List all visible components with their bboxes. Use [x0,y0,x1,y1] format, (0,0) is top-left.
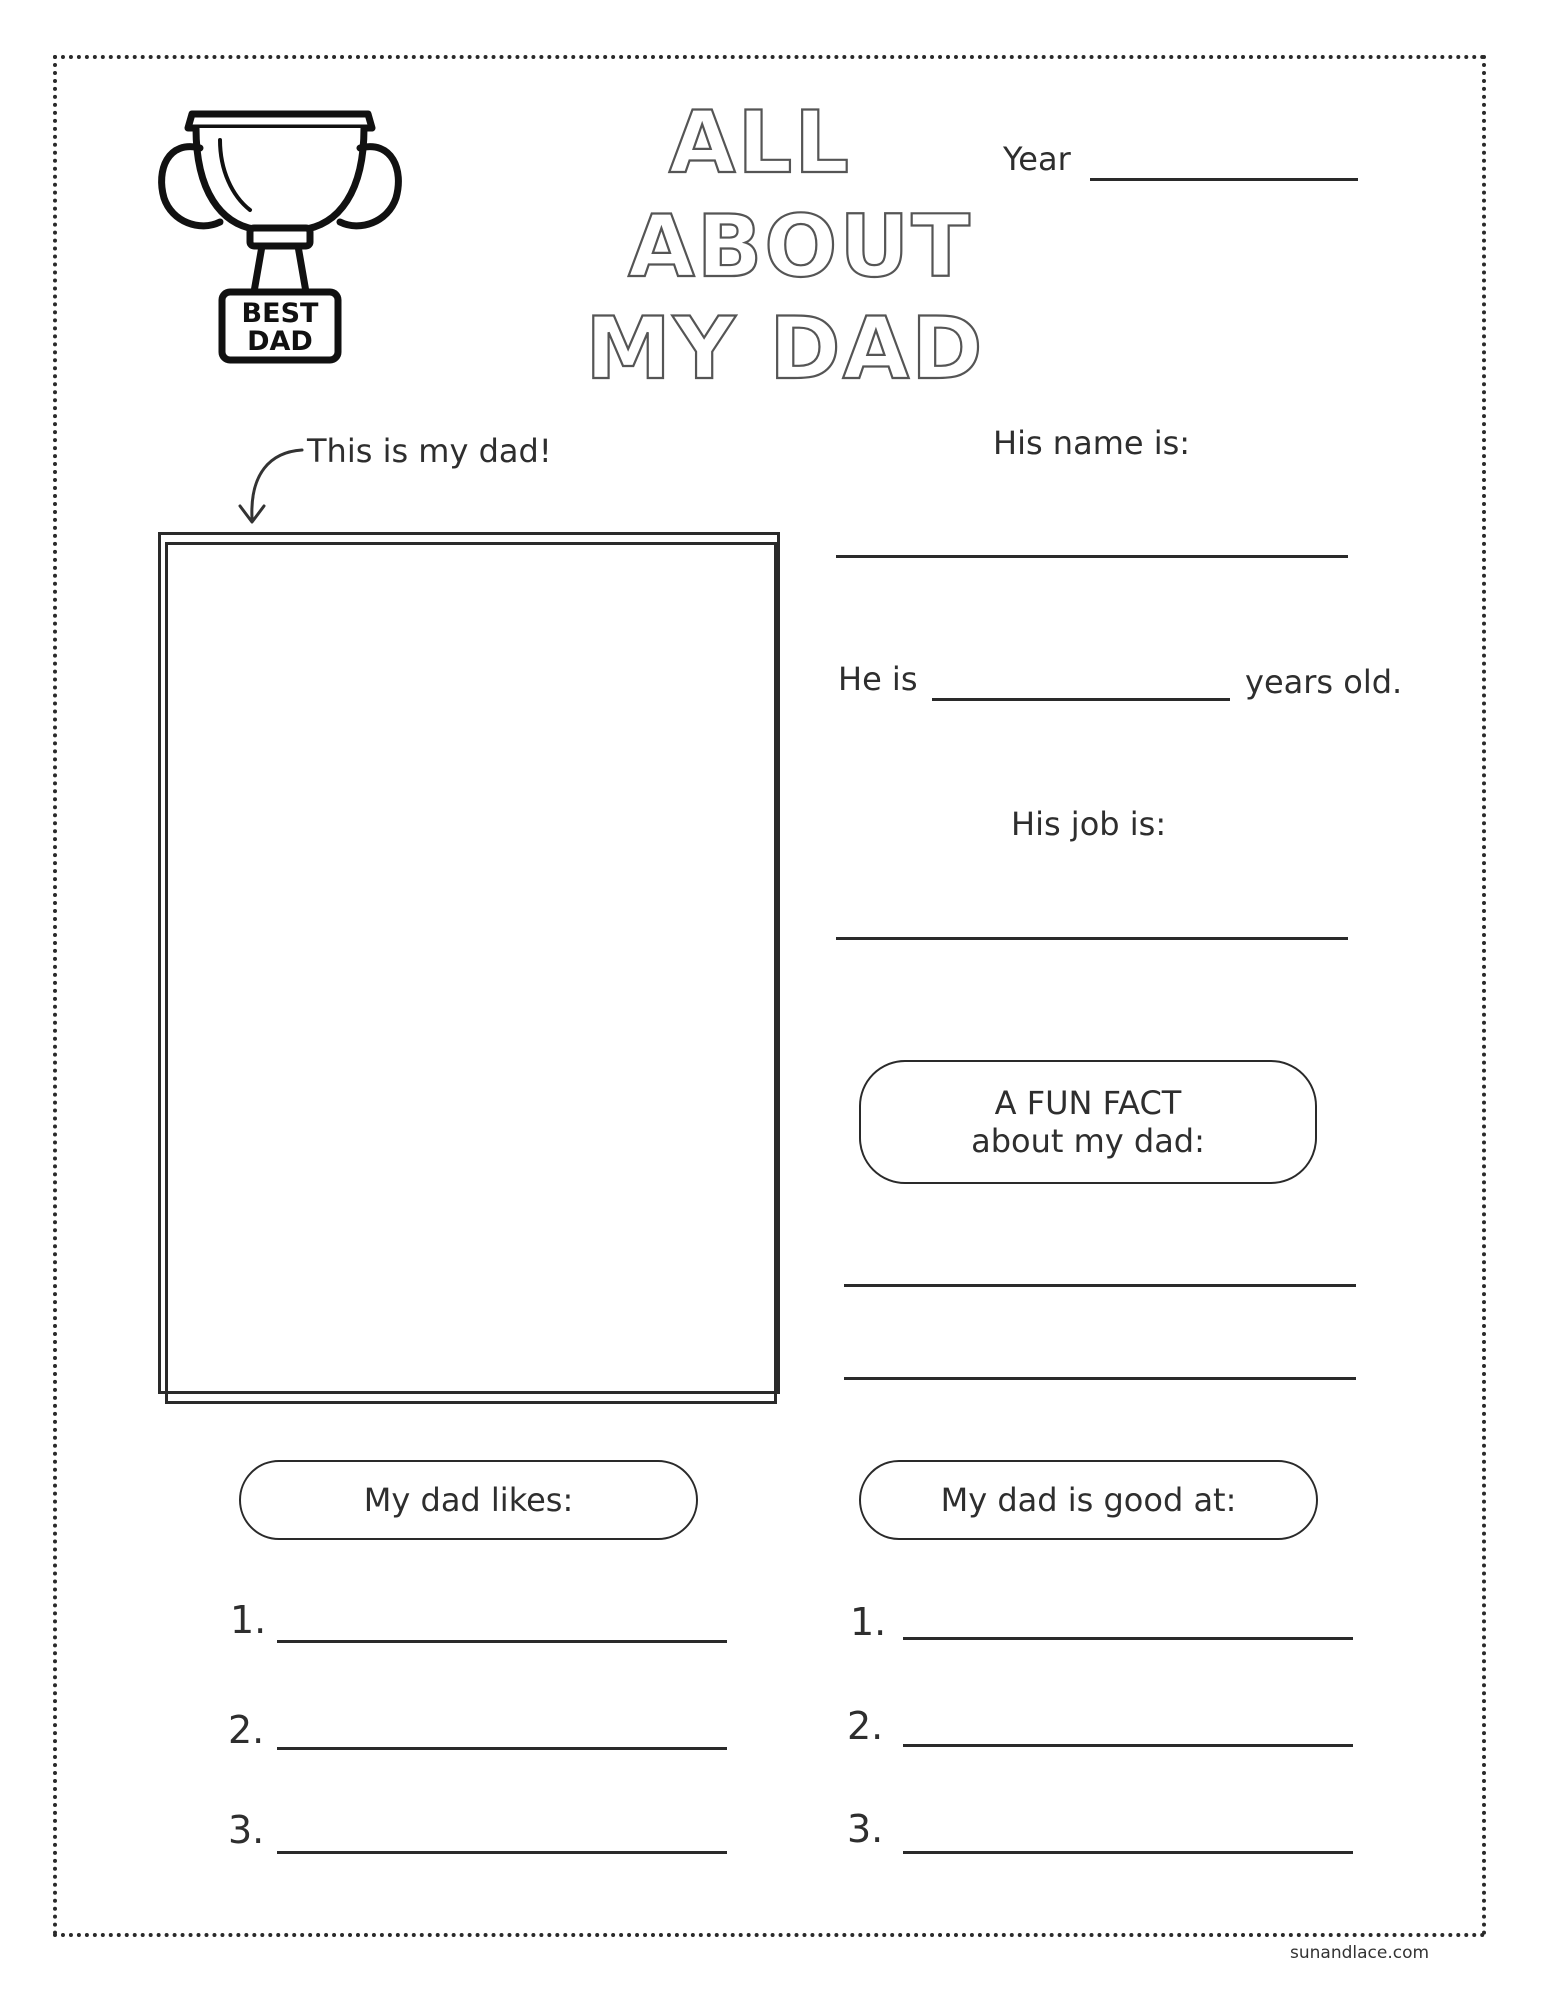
good-at-number-3: 3. [847,1807,884,1851]
year-line[interactable] [1090,178,1358,181]
likes-number-1: 1. [230,1598,267,1642]
likes-line-1[interactable] [277,1640,727,1643]
trophy-text-dad: DAD [247,326,313,357]
job-line[interactable] [836,937,1348,940]
age-line[interactable] [932,698,1230,701]
likes-line-2[interactable] [277,1747,727,1750]
fun-fact-line-a[interactable] [844,1284,1356,1287]
title-line-2: ABOUT [628,197,972,297]
likes-number-3: 3. [228,1808,265,1852]
fun-fact-pill [859,1060,1317,1184]
photo-frame-inner[interactable] [165,542,777,1404]
age-suffix: years old. [1245,663,1403,701]
likes-line-3[interactable] [277,1851,727,1854]
year-label: Year [1003,140,1071,178]
good-at-line-2[interactable] [903,1744,1353,1747]
good-at-line-1[interactable] [903,1637,1353,1640]
best-dad-trophy-icon [150,100,410,370]
good-at-line-3[interactable] [903,1851,1353,1854]
job-label: His job is: [1011,805,1167,843]
likes-label: My dad likes: [363,1481,574,1519]
likes-number-2: 2. [228,1708,265,1752]
photo-caption: This is my dad! [307,432,552,470]
trophy-text-best: BEST [241,298,319,329]
title-line-1: ALL [668,100,852,193]
fun-fact-line-2: about my dad: [971,1122,1205,1160]
title-line-3: MY DAD [585,299,985,390]
good-at-number-2: 2. [847,1704,884,1748]
page-title [500,100,1060,390]
fun-fact-line-1: A FUN FACT [994,1084,1182,1122]
footer-site: sunandlace.com [1290,1943,1430,1963]
age-prefix: He is [838,660,918,698]
good-at-number-1: 1. [850,1600,887,1644]
fun-fact-line-b[interactable] [844,1377,1356,1380]
good-at-pill [859,1460,1318,1540]
name-label: His name is: [993,424,1191,462]
good-at-label: My dad is good at: [940,1481,1237,1519]
curved-arrow-icon [230,438,310,533]
likes-pill [239,1460,698,1540]
name-line[interactable] [836,555,1348,558]
